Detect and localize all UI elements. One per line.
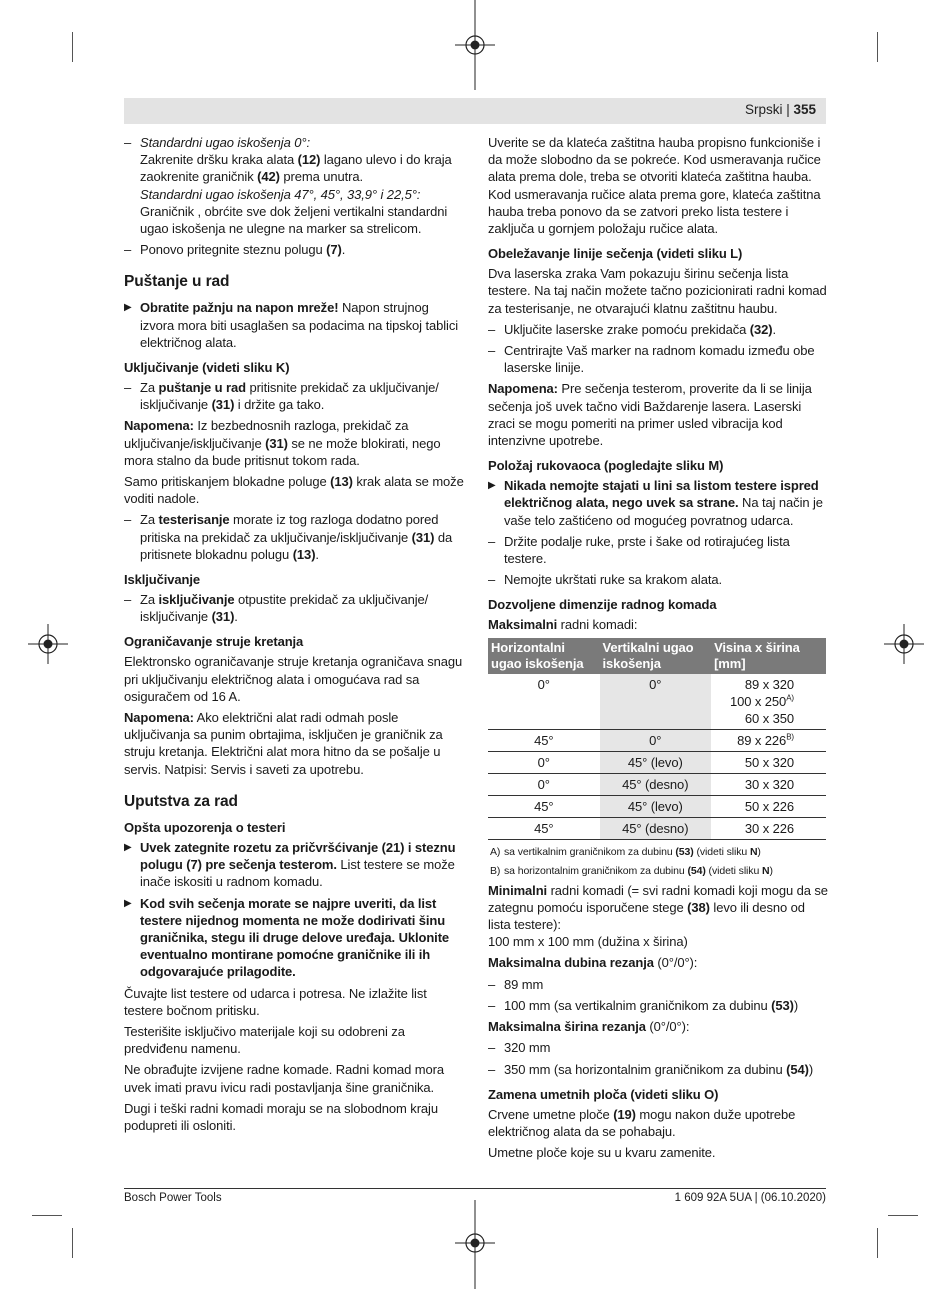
crop-mark xyxy=(32,1215,62,1216)
header-section: Srpski xyxy=(744,102,783,117)
table-cell: 0° xyxy=(488,751,600,773)
paragraph: Dugi i teški radni komadi moraju se na slobodnom kraju poduprеti ili osloniti. xyxy=(124,1100,438,1133)
subheading: Zamena umetnih ploča (videti sliku O) xyxy=(488,1086,719,1102)
paragraph: Minimalni radni komadi (= svi radni komadi koji mogu da se zategnu pomoću isporučene stege (38) levo ili desno od lista testere): 100 mm x 100 mm (dužina x širina) xyxy=(488,882,828,950)
warning-item: ▶ Uvek zategnite rozetu za pričvršćivanje (21) i steznu polugu (7) pre sečenja testerom. List testere se može inače iskositi u radnom komadu. xyxy=(124,839,466,891)
note-paragraph: Napomena: Iz bezbednosnih razloga, prekidač za uključivanje/isključivanje (31) se ne može blokirati, nego mora stalno da bude pritisnut tokom rada. xyxy=(124,418,441,468)
warning-item: ▶ Obratite pažnju na napon mreže! Napon strujnog izvora mora biti usaglašen sa podacima na tipskoj tablici električnog alata. xyxy=(124,299,466,351)
paragraph: Maksimalna širina rezanja (0°/0°): xyxy=(488,1019,690,1035)
table-row xyxy=(488,729,826,751)
paragraph: Maksimalna dubina rezanja (0°/0°): xyxy=(488,955,698,971)
subheading: Opšta upozorenja o testeri xyxy=(124,819,286,835)
table-cell: 45° xyxy=(488,795,600,817)
subheading: Uključivanje (videti sliku K) xyxy=(124,360,290,376)
paragraph: Ne obrađujte izvijene radne komade. Radni komad mora uvek imati pravu ivicu radi postavljanja šine graničnika. xyxy=(124,1062,444,1095)
table-cell: 45° xyxy=(488,729,600,751)
footnote: A) sa vertikalnim graničnikom za dubinu (53) (videti sliku N) xyxy=(490,845,761,858)
list-item: – Držite podalje ruke, prste i šake od rotirajućeg lista testere. xyxy=(488,533,828,567)
table-cell: 45° (desno) xyxy=(600,817,712,839)
subheading: Obeležavanje linije sečenja (videti sliku L) xyxy=(488,246,743,262)
header-text: Srpski | 355 xyxy=(744,102,816,117)
section-heading: Puštanje u rad xyxy=(124,273,230,291)
list-item: – Standardni ugao iskošenja 0°: Zakrenite dršku kraka alata (12) lagano ulevo i do kraja zaokrenite graničnik (42) prema unutra. Standardni ugao iskošenja 47°, 45°, 33,9° i 22,5°: Graničnik , obrćite sve dok željeni vertikalni standardni ugao iskošenja ne ulegne na marker sa strelicom. xyxy=(124,134,466,237)
page-header xyxy=(124,98,826,124)
subheading: Ograničavanje struje kretanja xyxy=(124,634,304,650)
table-cell: 45° (levo) xyxy=(600,795,712,817)
table-cell: 89 x $226^{B)}$ xyxy=(711,729,826,751)
table-cell: 45° xyxy=(488,817,600,839)
warning-item: ▶ Nikada nemojte stajati u lini sa listom testere ispred električnog alata, nego uvek sa strane. Na taj način je vaše telo zaštićeno od mogućeg povratnog udarca. xyxy=(488,477,828,529)
registration-mark-bottom xyxy=(455,1200,495,1289)
footnote: B) sa horizontalnim graničnikom za dubinu (54) (videti sliku N) xyxy=(490,864,773,877)
list-item: – Za puštanje u rad pritisnite prekidač za uključivanje/ isključivanje (31) i držite ga tako. xyxy=(124,379,466,413)
table-body xyxy=(488,674,826,840)
list-item: – Za testerisanje morate iz tog razloga dodatno pored pritiska na prekidač za uključivanje/isključivanje (31) da pritisnete blokadnu polugu (13). xyxy=(124,511,466,563)
crop-mark xyxy=(877,32,878,62)
table-row xyxy=(488,773,826,795)
note-paragraph: Napomena: Ako električni alat radi odmah posle uključivanja sa punim obrtajima, isključen je graničnik za struju kretanja. Električni alat mora hitno da se pošalje u servis. Natpisi: Servis i saveti za upotrebu. xyxy=(124,710,443,777)
crop-mark xyxy=(72,32,73,62)
footer-brand: Bosch Power Tools xyxy=(124,1192,222,1204)
table-cell: 0° xyxy=(488,773,600,795)
list-item: – 89 mm xyxy=(488,976,828,993)
crop-mark xyxy=(72,1228,73,1258)
list-item: – 100 mm (sa vertikalnim graničnikom za dubinu (53)) xyxy=(488,997,828,1014)
paragraph: Dva laserska zraka Vam pokazuju širinu sečenja lista testere. Na taj način možete tačno pozicionirati radni komad za testerisanje, ne otvarajući klatnu zaštitnu haubu. xyxy=(488,266,827,316)
table-header-cell: Vertikalni ugao iskošenja xyxy=(600,638,712,674)
table-cell: 0° xyxy=(488,674,600,730)
dimensions-table xyxy=(488,638,826,840)
paragraph: Umetne ploče koje su u kvaru zamenite. xyxy=(488,1145,716,1161)
table-cell: 50 x 320 xyxy=(711,751,826,773)
list-item: – 350 mm (sa horizontalnim graničnikom za dubinu (54)) xyxy=(488,1061,828,1078)
registration-mark-right xyxy=(884,624,924,664)
subheading: Isključivanje xyxy=(124,572,201,588)
crop-mark xyxy=(888,1215,918,1216)
table-cell: 89 x 320 100 x $250^{A)}$ 60 x 350 xyxy=(711,674,826,730)
table-row xyxy=(488,674,826,730)
registration-mark-top xyxy=(455,0,495,90)
paragraph: Čuvajte list testere od udarca i potresa. Ne izlažite list testere bočnom pritisku. xyxy=(124,985,427,1018)
list-item: – Ponovo pritegnite steznu polugu (7). xyxy=(124,241,466,258)
table-cell: 45° (levo) xyxy=(600,751,712,773)
subheading: Dozvoljene dimenzije radnog komada xyxy=(488,597,717,613)
paragraph: Maksimalni radni komadi: xyxy=(488,617,638,633)
right-column xyxy=(488,134,828,1165)
table-header-cell: Visina x širina [mm] xyxy=(711,638,826,674)
paragraph: Uverite se da klateća zaštitna hauba propisno funkcioniše i da može slobodno da se pokreće. Kod usmeravanja ručice alata prema dole, treba se otvoriti klateća zaštitna hauba. Kod usmeravanja ručice alata prema gore, klateća zaštitna hauba treba ponovo da se zatvori preko lista testere i zaključa u gornjem položaju ručice alata. xyxy=(488,135,821,237)
table-cell: 30 x 320 xyxy=(711,773,826,795)
table-row xyxy=(488,751,826,773)
paragraph: Elektronsko ograničavanje struje kretanja ograničava snagu pri uključivanju električnog alata i omogućava rad sa osiguračem od 16 A. xyxy=(124,654,463,704)
list-item: – Nemojte ukrštati ruke sa krakom alata. xyxy=(488,571,828,588)
footer-rule xyxy=(124,1188,826,1189)
list-item: – Za isključivanje otpustite prekidač za uključivanje/ isključivanje (31). xyxy=(124,591,466,625)
table-cell: 50 x 226 xyxy=(711,795,826,817)
table-cell: 45° (desno) xyxy=(600,773,712,795)
table-row xyxy=(488,817,826,839)
table-cell: 0° xyxy=(600,674,712,730)
list-item: – 320 mm xyxy=(488,1039,828,1056)
paragraph: Testerišite isključivo materijale koji su odobreni za predviđenu namenu. xyxy=(124,1023,405,1057)
crop-mark xyxy=(877,1228,878,1258)
footer-doc-number: 1 609 92A 5UA | (06.10.2020) xyxy=(674,1192,826,1204)
paragraph: Samo pritiskanjem blokadne poluge (13) krak alata se može voditi nadole. xyxy=(124,474,464,507)
table-row xyxy=(488,795,826,817)
list-item: – Uključite laserske zrake pomoću prekidača (32). xyxy=(488,321,828,338)
list-item: – Centrirajte Vaš marker na radnom komadu između obe laserske linije. xyxy=(488,342,828,376)
table-cell: 30 x 226 xyxy=(711,817,826,839)
page-number: 355 xyxy=(793,102,816,117)
table-header-row xyxy=(488,638,826,674)
section-heading: Uputstva za rad xyxy=(124,792,238,810)
left-column xyxy=(124,134,466,1138)
registration-mark-left xyxy=(28,624,68,664)
subheading: Položaj rukovaoca (pogledajte sliku M) xyxy=(488,458,724,474)
table-header-cell: Horizontalni ugao iskošenja xyxy=(488,638,600,674)
paragraph: Crvene umetne ploče (19) mogu nakon duže upotrebe električnog alata da se pohabaju. xyxy=(488,1106,796,1139)
note-paragraph: Napomena: Pre sečenja testerom, proverite da li se linija sečenja još uvek tačno vidi Baždarenje lasera. Laserski zraci se mogu pomeriti na primer usled vibracija kod intenzivne upotrebe. xyxy=(488,381,812,449)
table-cell: 0° xyxy=(600,729,712,751)
warning-item: ▶ Kod svih sečenja morate se najpre uveriti, da list testere nijednog momenta ne može dodirivati šinu graničnika, stegu ili druge delove uređaja. Uklonite eventualno montirane pomoćne graničnike ili ih odgovarajuće prilagodite. xyxy=(124,895,466,981)
